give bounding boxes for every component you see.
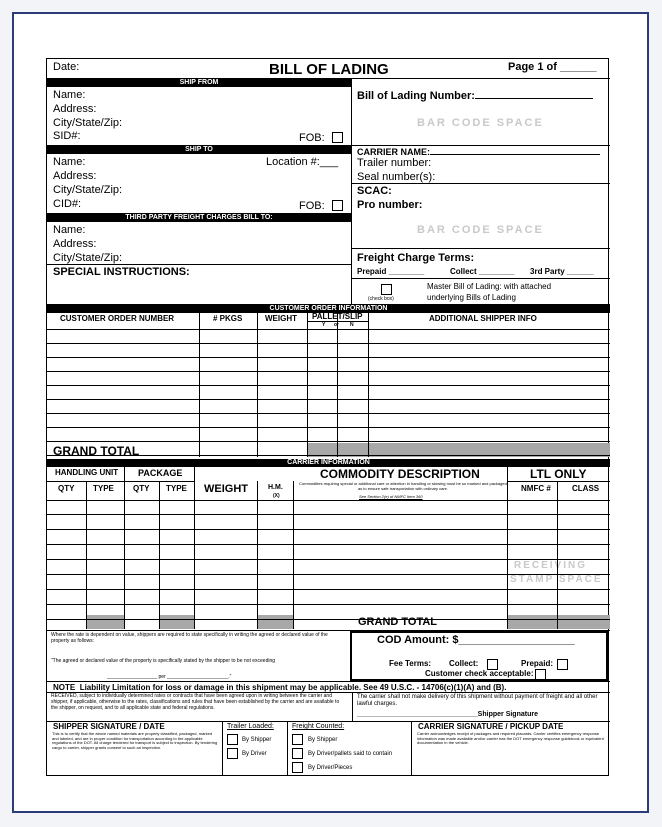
- nmfc-number: NMFC #: [521, 484, 551, 493]
- co-row-rule: [47, 427, 610, 428]
- pallet-y: Y: [322, 322, 326, 328]
- ship-to-bar: SHIP TO: [47, 146, 351, 154]
- freight-counted-by-driver-pieces: By Driver/Pieces: [308, 765, 353, 771]
- package: PACKAGE: [138, 468, 183, 478]
- freight-third-party[interactable]: 3rd Party ______: [530, 267, 594, 276]
- freight-counted-by-shipper: By Shipper: [308, 737, 338, 743]
- ship-from-city[interactable]: City/State/Zip:: [53, 117, 123, 129]
- receiving-stamp-2: STAMP SPACE: [510, 574, 603, 585]
- co-row-rule: [47, 385, 610, 386]
- freight-counted-by-driver-pallets: By Driver/pallets said to contain: [308, 751, 393, 757]
- barcode-space-1: BAR CODE SPACE: [417, 117, 544, 129]
- co-row-rule: [47, 413, 610, 414]
- ci-col-rule: [257, 481, 258, 629]
- master-bol-line-2: underlying Bills of Lading: [427, 293, 516, 302]
- ci-weight: WEIGHT: [204, 483, 248, 495]
- ship-to-fob: FOB:: [299, 200, 325, 212]
- commodity-note-2: See Section 2(e) of NMFC Item 360: [359, 494, 423, 499]
- date-label: Date:: [53, 61, 80, 73]
- commodity-note: Commodities requiring special or additional care or attention in handling or stowing must be so marked and packaged as to ensure safe transportation with ordinary care.: [299, 481, 507, 491]
- hm-label: H.M.: [268, 484, 283, 491]
- special-instructions[interactable]: SPECIAL INSTRUCTIONS:: [53, 266, 190, 278]
- cod-prepaid: Prepaid:: [521, 659, 554, 668]
- shipper-certification-text: This is to certify that the above named materials are properly classified, packaged, marked and labeled, and are in proper condition for transportation according to the applicable regulations of the DOT. All charge tendered for transport is subject to inspection. By tendering cargo to carrier, shipper grants consent to such an inspection.: [52, 731, 218, 750]
- shipper-signature-line[interactable]: _______________________________Shipper Signature: [357, 711, 538, 718]
- trailer-loaded-by-shipper: By Shipper: [242, 737, 272, 743]
- ci-subhead-rule: [507, 481, 610, 482]
- co-col-rule: [199, 313, 200, 457]
- freight-counted-shipper-checkbox[interactable]: [292, 734, 303, 745]
- commodity-description: COMMODITY DESCRIPTION: [320, 467, 480, 481]
- trailer-number[interactable]: Trailer number:: [357, 157, 432, 169]
- co-row-rule: [47, 371, 610, 372]
- co-row-rule: [47, 441, 610, 442]
- pkg-qty: QTY: [133, 484, 150, 493]
- ship-from-address[interactable]: Address:: [53, 103, 97, 115]
- receiving-stamp-1: RECEIVING: [514, 560, 588, 571]
- cod-amount[interactable]: COD Amount: $___________________: [377, 634, 575, 646]
- ci-row-rule: [47, 604, 610, 605]
- freight-charge-terms: Freight Charge Terms:: [357, 252, 475, 264]
- co-col-rule: [307, 313, 308, 457]
- freight-counted-pieces-checkbox[interactable]: [292, 762, 303, 773]
- pkg-type: TYPE: [166, 484, 187, 493]
- co-grand-total: GRAND TOTAL: [53, 444, 140, 458]
- carrier-acknowledgement-text: Carrier acknowledges receipt of packages and required placards. Carrier certifies emergency response information was made available and/or carrier has the DOT emergency response guidebook or equivalent documentation in the vehicle.: [417, 731, 604, 746]
- hu-type: TYPE: [93, 484, 114, 493]
- ci-col-rule: [159, 481, 160, 629]
- co-header-rule: [47, 329, 610, 330]
- col-weight: WEIGHT: [265, 314, 297, 323]
- freight-collect[interactable]: Collect ________: [450, 267, 515, 276]
- class-label: CLASS: [572, 484, 600, 493]
- cod-fee-terms: Fee Terms:: [389, 659, 432, 668]
- liability-note: NOTE Liability Limitation for loss or damage in this shipment may be applicable. See 49 U.S.C. - 14706(c)(1)(A) and (B).: [53, 683, 507, 692]
- ship-to-city[interactable]: City/State/Zip:: [53, 184, 123, 196]
- ship-from-name[interactable]: Name:: [53, 89, 86, 101]
- freight-counted-pallets-checkbox[interactable]: [292, 748, 303, 759]
- ci-col-rule: [86, 481, 87, 629]
- scac-label[interactable]: SCAC:: [357, 185, 392, 197]
- freight-counted: Freight Counted:: [292, 723, 345, 730]
- ci-row-rule: [47, 574, 610, 575]
- cod-customer-check-checkbox[interactable]: [535, 669, 546, 680]
- seal-numbers[interactable]: Seal number(s):: [357, 171, 436, 183]
- co-row-rule: [47, 399, 610, 400]
- pallet-n: N: [350, 322, 354, 328]
- ltl-only: LTL ONLY: [530, 467, 587, 481]
- declared-value-text: Where the rate is dependent on value, shippers are required to state specifically in writing the agreed or declared value of the property as follows:: [51, 632, 328, 644]
- pallet-or: or: [334, 322, 339, 328]
- barcode-space-2: BAR CODE SPACE: [417, 224, 544, 236]
- co-row-rule: [47, 357, 610, 358]
- ci-row-rule: [47, 514, 610, 515]
- bill-of-lading-form: [46, 58, 609, 776]
- carrier-info-bar: CARRIER INFORMATION: [47, 459, 610, 467]
- ship-to-cid[interactable]: CID#:: [53, 198, 82, 210]
- ship-to-location[interactable]: Location #:___: [266, 156, 339, 168]
- ci-header-rule: [47, 500, 610, 501]
- cod-customer-check: Customer check acceptable:: [425, 669, 534, 678]
- col-additional-shipper-info: ADDITIONAL SHIPPER INFO: [429, 314, 537, 323]
- co-row-rule: [47, 343, 610, 344]
- ship-to-name[interactable]: Name:: [53, 156, 86, 168]
- trailer-loaded-driver-checkbox[interactable]: [227, 748, 238, 759]
- received-text: RECEIVED, subject to individually determined rates or contracts that have been agreed upon in writing between the carrier and shipper, if applicable, otherwise to the rates, classifications and rules that have been established by the carrier and are available to the shipper, on request, and to all applicable state and federal regulations.: [51, 693, 340, 711]
- ci-col-rule: [194, 467, 195, 629]
- ship-to-fob-checkbox[interactable]: [332, 200, 343, 211]
- col-pkgs: # PKGS: [213, 314, 243, 323]
- ci-row-rule: [47, 619, 610, 620]
- ship-to-address[interactable]: Address:: [53, 170, 97, 182]
- trailer-loaded-shipper-checkbox[interactable]: [227, 734, 238, 745]
- declared-value-quote: “The agreed or declared value of the property is specifically stated by the shipper to be not exceeding: [51, 658, 276, 664]
- ci-col-rule: [507, 467, 508, 629]
- cod-collect: Collect:: [449, 659, 479, 668]
- trailer-loaded: Trailer Loaded:: [227, 723, 274, 730]
- declared-value-per[interactable]: __________________ per ______________________.”: [107, 674, 232, 680]
- pro-number-label[interactable]: Pro number:: [357, 199, 423, 211]
- hu-qty: QTY: [58, 484, 75, 493]
- ci-row-rule: [47, 529, 610, 530]
- ship-from-fob-checkbox[interactable]: [332, 132, 343, 143]
- co-row-rule: [47, 455, 610, 456]
- trailer-loaded-by-driver: By Driver: [242, 751, 267, 757]
- carrier-signature-pickup-date[interactable]: CARRIER SIGNATURE / PICKUP DATE: [418, 722, 564, 731]
- ci-subhead-rule: [47, 481, 194, 482]
- third-party-address[interactable]: Address:: [53, 238, 97, 250]
- page-number-label: Page 1 of ______: [508, 61, 597, 73]
- ship-from-bar: SHIP FROM: [47, 79, 351, 87]
- third-party-name[interactable]: Name:: [53, 224, 86, 236]
- master-bol-line-1: Master Bill of Lading: with attached: [427, 282, 552, 291]
- check-box-hint: (check box): [368, 296, 394, 302]
- carrier-name-label[interactable]: CARRIER NAME:: [357, 148, 600, 157]
- freight-prepaid[interactable]: Prepaid ________: [357, 267, 425, 276]
- co-col-rule: [337, 313, 338, 457]
- ship-from-sid[interactable]: SID#:: [53, 130, 81, 142]
- ci-row-rule: [47, 589, 610, 590]
- bol-number-label[interactable]: Bill of Lading Number:: [357, 91, 593, 102]
- ci-row-rule: [47, 544, 610, 545]
- ci-grand-total: GRAND TOTAL: [358, 616, 438, 628]
- ci-col-rule: [557, 481, 558, 629]
- customer-order-bar: CUSTOMER ORDER INFORMATION: [47, 305, 610, 313]
- co-pallet-rule: [307, 321, 368, 322]
- hm-x: (X): [273, 493, 280, 499]
- co-col-rule: [368, 313, 369, 457]
- ship-from-fob: FOB:: [299, 132, 325, 144]
- shipper-signature-date[interactable]: SHIPPER SIGNATURE / DATE: [53, 722, 165, 731]
- ci-row-rule: [47, 559, 610, 560]
- ci-col-rule: [124, 467, 125, 629]
- master-bol-checkbox[interactable]: [381, 284, 392, 295]
- form-title: BILL OF LADING: [269, 61, 389, 78]
- co-col-rule: [257, 313, 258, 457]
- third-party-city[interactable]: City/State/Zip:: [53, 252, 123, 264]
- col-pallet-slip: PALLET/SLIP: [312, 312, 363, 321]
- third-party-bar: THIRD PARTY FREIGHT CHARGES BILL TO:: [47, 214, 351, 222]
- handling-unit: HANDLING UNIT: [55, 468, 119, 477]
- col-customer-order-number: CUSTOMER ORDER NUMBER: [60, 314, 175, 323]
- ci-col-rule: [293, 481, 294, 629]
- carrier-delivery-text: The carrier shall not make delivery of this shipment without payment of freight and all other lawful charges.: [357, 694, 598, 707]
- cod-prepaid-checkbox[interactable]: [557, 659, 568, 670]
